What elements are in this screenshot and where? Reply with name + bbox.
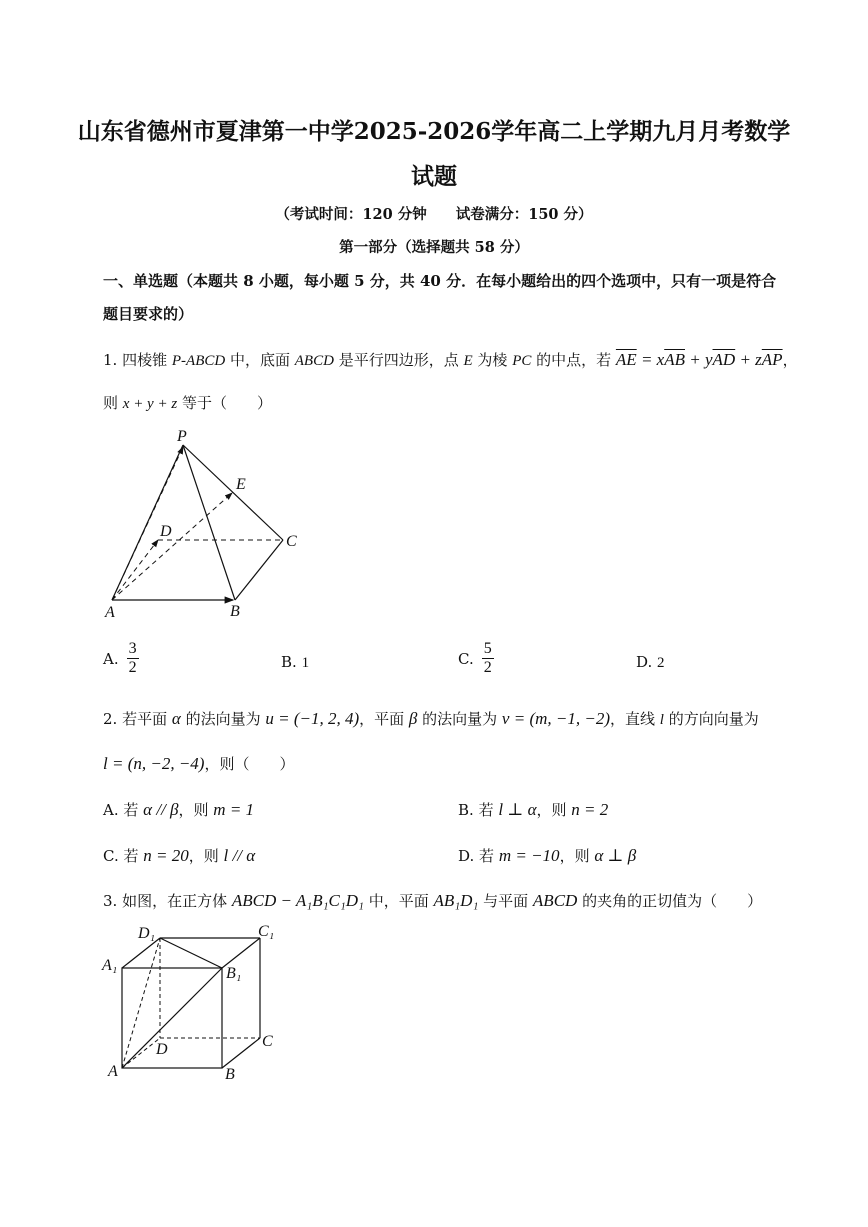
vertex-label-a: A: [105, 604, 115, 621]
question-1-line2: 则 x + y + z 等于（ ）: [103, 394, 272, 412]
vector-ae: $\overline{AE}$: [615, 350, 637, 369]
vertex-label-d: D: [160, 523, 172, 540]
option-b[interactable]: B. 若 l ⊥ α，则 n = 2: [458, 800, 609, 819]
part-one-heading: 第一部分（选择题共 58 分）: [339, 239, 529, 256]
question-number: 3.: [103, 892, 118, 910]
option-a[interactable]: A. $\frac{3}{2}$: [103, 640, 137, 677]
question-number: 2.: [103, 710, 118, 728]
vertex-label-b: B: [230, 603, 240, 620]
vertex-label-c: C: [262, 1033, 273, 1050]
cube-figure: [100, 918, 290, 1088]
pyramid-figure: [100, 425, 320, 625]
section-heading: 一、单选题（本题共 8 小题，每小题 5 分，共 40 分．在每小题给出的四个选项中，只有一项是符合: [103, 272, 777, 290]
vertex-label-c: C: [286, 533, 297, 550]
vertex-label-p: P: [177, 428, 187, 445]
question-number: 1.: [103, 351, 118, 369]
vertex-label-c1: C₁: [258, 923, 275, 940]
section-heading-line2: 题目要求的）: [103, 305, 194, 323]
vertex-label-e: E: [236, 476, 246, 493]
page-title-line2: 试题: [411, 163, 457, 190]
vector-ap: $\overline{AP}$: [761, 350, 783, 369]
vertex-label-d1: D₁: [138, 925, 156, 942]
exam-info: （考试时间：120 分钟 试卷满分：150 分）: [275, 206, 593, 223]
normal-vector-u: u = (−1, 2, 4): [265, 709, 360, 728]
vector-ad: $\overline{AD}$: [712, 350, 736, 369]
vertex-label-b: B: [225, 1066, 235, 1083]
question-1-text: 1. 四棱锥 P-ABCD 中，底面 ABCD 是平行四边形，点 E 为棱 PC 的中点，若 $\overline{AE} = x\overline{AB} + y\overline{AD} + z\overline{AP}$，: [103, 350, 798, 369]
question-2-line2: l = (n, −2, −4)，则（ ）: [103, 754, 295, 773]
vertex-label-d: D: [156, 1041, 168, 1058]
direction-vector-l: l = (n, −2, −4): [103, 754, 205, 773]
vertex-label-b1: B₁: [226, 965, 242, 982]
option-d[interactable]: D. 2: [636, 653, 665, 671]
fraction: $\frac{5}{2}$: [483, 640, 492, 677]
question-3-text: 3. 如图，在正方体 ABCD − A₁B₁C₁D₁ 中，平面 AB₁D₁ 与平面 ABCD 的夹角的正切值为（ ）: [103, 891, 763, 910]
option-c[interactable]: C. $\frac{5}{2}$: [458, 640, 492, 677]
option-c[interactable]: C. 若 n = 20，则 l // α: [103, 846, 256, 865]
option-b[interactable]: B. 1: [281, 653, 310, 671]
normal-vector-v: v = (m, −1, −2): [501, 709, 610, 728]
option-a[interactable]: A. 若 α // β，则 m = 1: [103, 800, 255, 819]
option-d[interactable]: D. 若 m = −10，则 α ⊥ β: [458, 846, 637, 865]
vertex-label-a1: A₁: [102, 957, 118, 974]
fraction: $\frac{3}{2}$: [128, 640, 137, 677]
question-2-text: 2. 若平面 α 的法向量为 u = (−1, 2, 4)，平面 β 的法向量为 v = (m, −1, −2)，直线 l 的方向向量为: [103, 709, 759, 728]
vector-ab: $\overline{AB}$: [664, 350, 685, 369]
page-title: 山东省德州市夏津第一中学2025-2026学年高二上学期九月月考数学: [77, 118, 791, 145]
vertex-label-a: A: [108, 1063, 118, 1080]
